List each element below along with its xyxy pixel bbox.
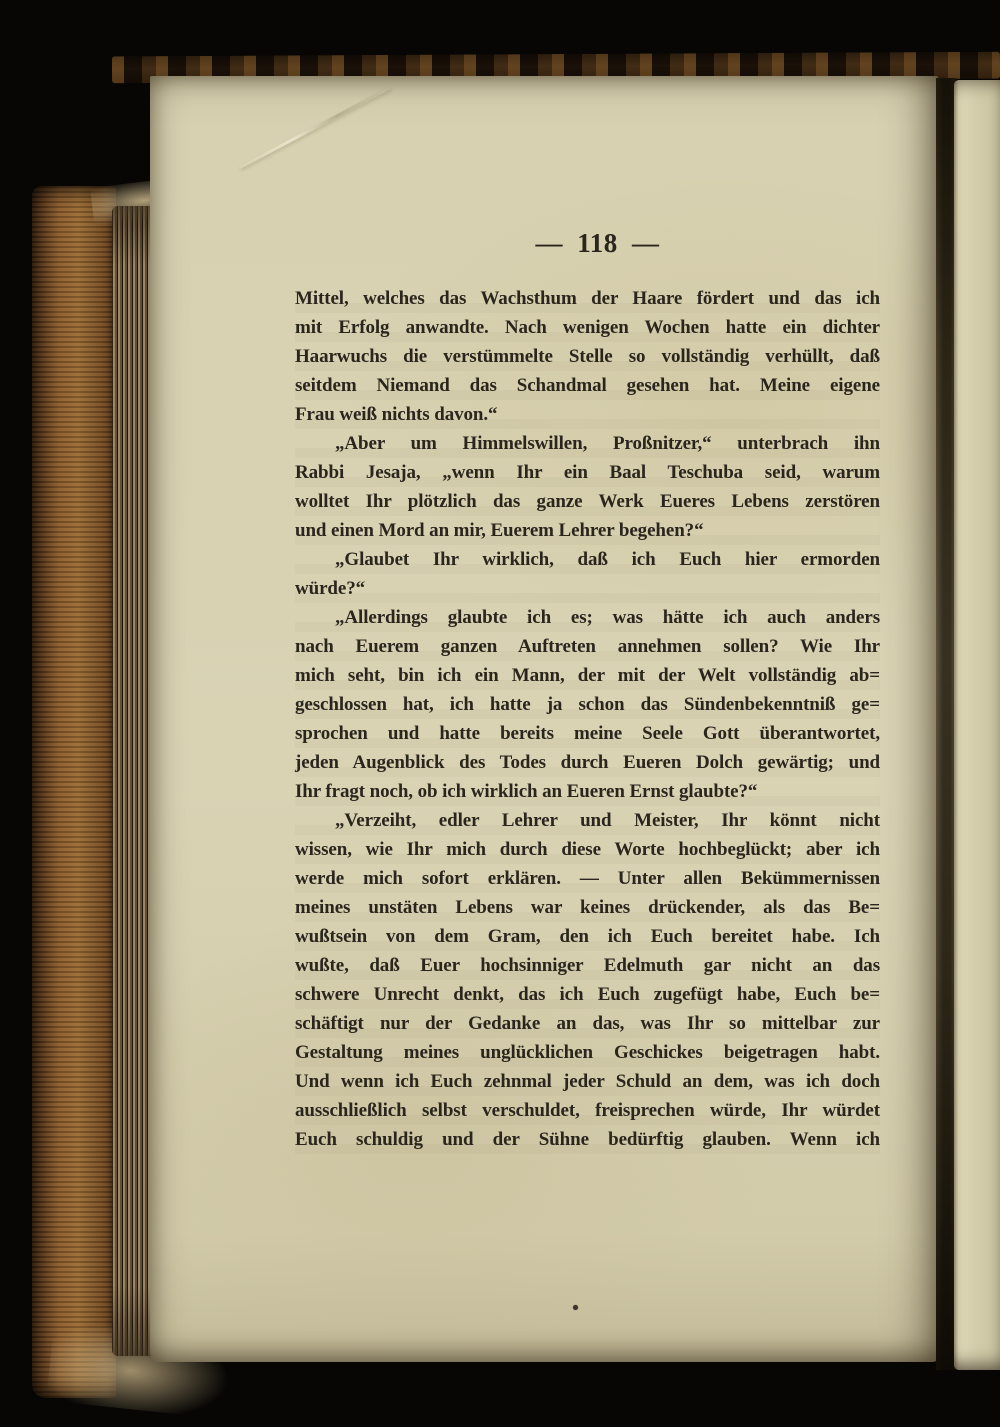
text-line: mich seht, bin ich ein Mann, der mit der Welt vollständig ab= xyxy=(295,665,880,686)
text-line: wußtsein von dem Gram, den ich Euch bereitet habe. Ich xyxy=(295,926,880,947)
text-line: und einen Mord an mir, Euerem Lehrer begehen?“ xyxy=(295,520,704,541)
text-line: Gestaltung meines unglücklichen Geschickes beigetragen habt. xyxy=(295,1042,880,1063)
text-line: wissen, wie Ihr mich durch diese Worte hochbeglückt; aber ich xyxy=(295,839,880,860)
text-line: schäftigt nur der Gedanke an das, was Ihr so mittelbar zur xyxy=(295,1013,880,1034)
page-gutter-shadow xyxy=(936,78,956,1370)
text-line: seitdem Niemand das Schandmal gesehen hat. Meine eigene xyxy=(295,375,880,396)
text-line: Frau weiß nichts davon.“ xyxy=(295,404,498,425)
text-line: mit Erfolg anwandte. Nach wenigen Wochen hatte ein dichter xyxy=(295,317,880,338)
ink-dot xyxy=(573,1305,578,1310)
text-line: würde?“ xyxy=(295,578,366,599)
text-line: Rabbi Jesaja, „wenn Ihr ein Baal Teschuba seid, warum xyxy=(295,462,880,483)
header-dash-left: — xyxy=(535,228,563,258)
text-line: Euch schuldig und der Sühne bedürftig glauben. Wenn ich xyxy=(295,1129,880,1150)
text-line: wußte, daß Euer hochsinniger Edelmuth gar nicht an das xyxy=(295,955,880,976)
text-line: „Glaubet Ihr wirklich, daß ich Euch hier ermorden xyxy=(335,549,880,570)
text-line: Und wenn ich Euch zehnmal jeder Schuld an dem, was ich doch xyxy=(295,1071,880,1092)
page-text-block xyxy=(295,284,880,1154)
crease-mark xyxy=(239,86,391,168)
text-line: werde mich sofort erklären. — Unter allen Bekümmernissen xyxy=(295,868,880,889)
text-line: „Aber um Himmelswillen, Proßnitzer,“ unterbrach ihn xyxy=(335,433,880,454)
header-dash-right: — xyxy=(632,228,660,258)
book-page xyxy=(150,76,938,1362)
text-line: meines unstäten Lebens war keines drückender, als das Be= xyxy=(295,897,880,918)
text-line: sprochen und hatte bereits meine Seele Gott überantwortet, xyxy=(295,723,880,744)
text-line: Mittel, welches das Wachsthum der Haare fördert und das ich xyxy=(295,288,880,309)
text-line: wolltet Ihr plötzlich das ganze Werk Eueres Lebens zerstören xyxy=(295,491,880,512)
text-line: Haarwuchs die verstümmelte Stelle so vollständig verhüllt, daß xyxy=(295,346,880,367)
text-line: geschlossen hat, ich hatte ja schon das Sündenbekenntniß ge= xyxy=(295,694,880,715)
text-line: nach Euerem ganzen Auftreten annehmen sollen? Wie Ihr xyxy=(295,636,880,657)
book-cover-spine xyxy=(32,186,116,1398)
text-line: Ihr fragt noch, ob ich wirklich an Eueren Ernst glaubte?“ xyxy=(295,781,758,802)
text-line: „Verzeiht, edler Lehrer und Meister, Ihr könnt nicht xyxy=(335,810,880,831)
text-line: schwere Unrecht denkt, das ich Euch zugefügt habe, Euch be= xyxy=(295,984,880,1005)
text-line: jeden Augenblick des Todes durch Eueren Dolch gewärtig; und xyxy=(295,752,880,773)
page-number-header xyxy=(305,227,890,259)
text-line: ausschließlich selbst verschuldet, freisprechen würde, Ihr würdet xyxy=(295,1100,880,1121)
facing-page-edge xyxy=(954,80,1000,1370)
page-number: 118 xyxy=(577,228,618,258)
text-line: „Allerdings glaubte ich es; was hätte ich auch anders xyxy=(335,607,880,628)
